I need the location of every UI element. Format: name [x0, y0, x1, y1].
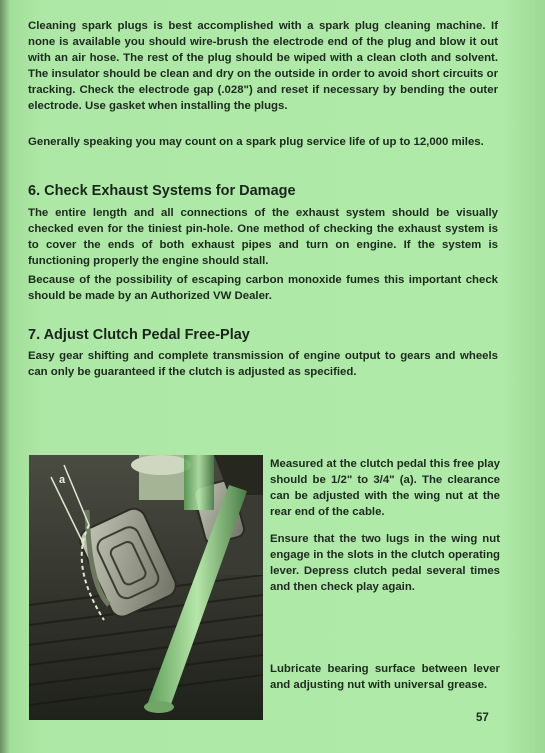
service-life-paragraph: Generally speaking you may count on a spark plug service life of up to 12,000 miles. [28, 136, 484, 148]
clutch-pedal-illustration [29, 455, 263, 720]
section-6-heading: 6. Check Exhaust Systems for Damage [28, 183, 296, 199]
clutch-intro-paragraph: Easy gear shifting and complete transmission of engine output to gears and wheels can only be guaranteed if the clutch is adjusted as specified. [28, 350, 498, 378]
page-number: 57 [476, 712, 489, 724]
exhaust-check-paragraph: The entire length and all connections of the exhaust system should be visually checked even for the tiniest pin-hole. One method of checking the exhaust system is to cover the ends of both exhaust pipes and turn on engine. If the system is functioning properly the engine should stall. [28, 207, 498, 267]
clutch-pedal-photo [29, 455, 263, 720]
free-play-measurement-text: Measured at the clutch pedal this free play should be 1/2" to 3/4" (a). The clearance can be adjusted with the wing nut at the rear end of the cable. [270, 458, 500, 518]
figure-label-a: a [59, 474, 66, 486]
wing-nut-instruction-text: Ensure that the two lugs in the wing nut engage in the slots in the clutch operating lever. Depress clutch pedal several times and then check play again. [270, 533, 500, 593]
carbon-monoxide-paragraph: Because of the possibility of escaping carbon monoxide fumes this important check should be made by an Authorized VW Dealer. [28, 274, 498, 302]
spark-plug-cleaning-paragraph: Cleaning spark plugs is best accomplished with a spark plug cleaning machine. If none is available you should wire-brush the electrode end of the plug and blow it out with an air hose. The rest of the plug should be wiped with a clean cloth and solvent. The insulator should be clean and dry on the outside in order to avoid short circuits or tracking. Check the electrode gap (.028") and reset if necessary by bending the outer electrode. Use gasket when installing the plugs. [28, 20, 498, 112]
lubricate-instruction-text: Lubricate bearing surface between lever and adjusting nut with universal grease. [270, 663, 500, 691]
section-7-heading: 7. Adjust Clutch Pedal Free-Play [28, 327, 250, 343]
page-binding-edge [0, 0, 10, 753]
